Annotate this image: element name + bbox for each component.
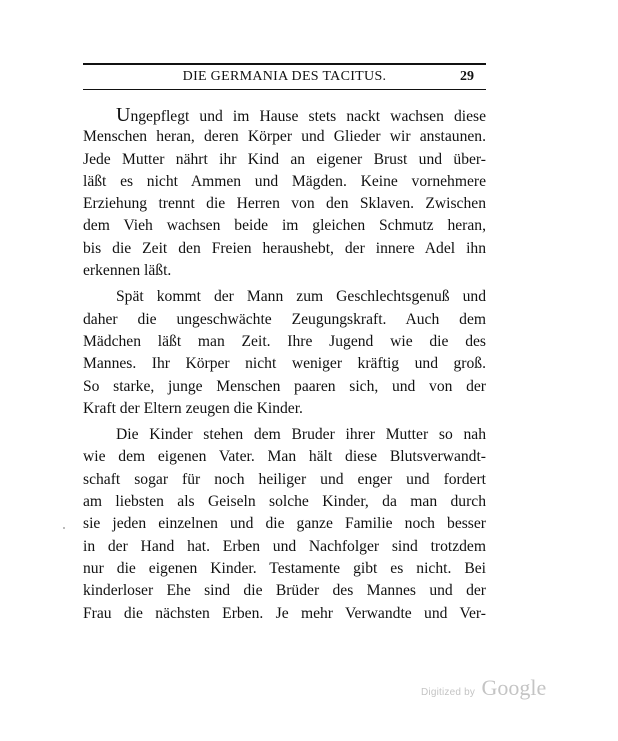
text-line: bis die Zeit den Freien heraushebt, der innere Adel ihn <box>83 239 486 257</box>
scan-speck <box>63 527 65 529</box>
google-watermark <box>421 675 546 701</box>
text-line: erkennen läßt. <box>83 262 172 280</box>
text-line: Frau die nächsten Erben. Je mehr Verwandte und Ver- <box>83 604 486 622</box>
text-line-content: ngepflegt und im Hause stets nackt wachsen diese <box>130 108 486 125</box>
running-header <box>83 67 486 87</box>
text-line: nur die eigenen Kinder. Testamente gibt es nicht. Bei <box>83 559 486 577</box>
text-line: Kraft der Eltern zeugen die Kinder. <box>83 399 303 417</box>
text-line: So starke, junge Menschen paaren sich, und von der <box>83 377 486 395</box>
google-logo: Google <box>481 675 547 700</box>
text-line: kinderloser Ehe sind die Brüder des Mannes und der <box>83 582 486 600</box>
header-rule-bottom <box>83 89 486 90</box>
paragraph-3 <box>83 424 486 625</box>
text-line: in der Hand hat. Erben und Nachfolger sind trotzdem <box>83 537 486 555</box>
page-number: 29 <box>460 69 474 84</box>
text-line: Spät kommt der Mann zum Geschlechtsgenuß und <box>116 288 486 306</box>
text-line: am liebsten als Geiseln solche Kinder, da man durch <box>83 493 486 511</box>
paragraph-2 <box>83 286 486 420</box>
text-line: Menschen heran, deren Körper und Glieder wir anstaunen. <box>83 128 486 146</box>
text-line: Die Kinder stehen dem Bruder ihrer Mutter so nah <box>116 426 486 444</box>
header-rule-top <box>83 63 486 65</box>
text-line: daher die ungeschwächte Zeugungskraft. Auch dem <box>83 310 486 328</box>
text-line: wie dem eigenen Vater. Man hält diese Blutsverwandt- <box>83 448 486 466</box>
text-line: läßt es nicht Ammen und Mägden. Keine vornehmere <box>83 172 486 190</box>
running-title: DIE GERMANIA DES TACITUS. <box>182 69 387 84</box>
paragraph-1 <box>83 104 486 282</box>
text-line: dem Vieh wachsen beide im gleichen Schmutz heran, <box>83 217 486 235</box>
text-line: Mannes. Ihr Körper nicht weniger kräftig und groß. <box>83 355 486 373</box>
text-body <box>83 104 486 625</box>
text-line <box>83 104 486 126</box>
drop-cap: U <box>116 104 131 126</box>
watermark-prefix: Digitized by <box>421 687 476 698</box>
text-line: Erziehung trennt die Herren von den Sklaven. Zwischen <box>83 195 486 213</box>
text-line: sie jeden einzelnen und die ganze Familie noch besser <box>83 515 486 533</box>
text-line: Jede Mutter nährt ihr Kind an eigener Brust und über- <box>83 150 486 168</box>
text-line: Mädchen läßt man Zeit. Ihre Jugend wie die des <box>83 332 486 350</box>
text-line: schaft sogar für noch heiliger und enger und fordert <box>83 470 486 488</box>
